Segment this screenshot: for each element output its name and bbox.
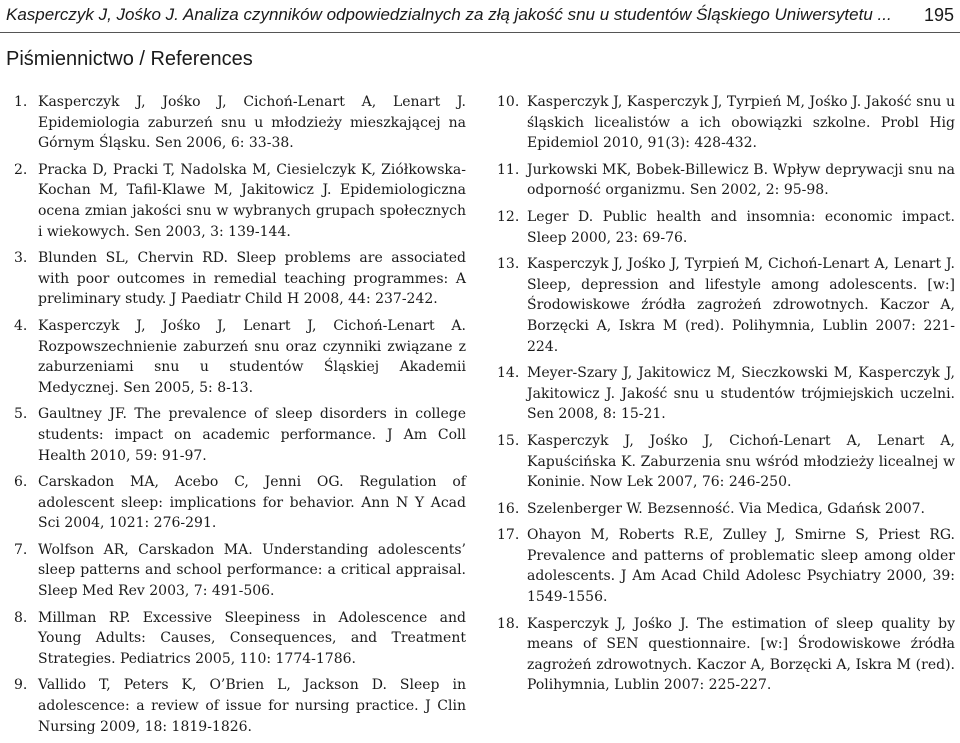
reference-number: 5.	[14, 406, 28, 423]
reference-text: Meyer-Szary J, Jakitowicz M, Sieczkowski M, Kasperczyk J, Jakitowicz J. Jakość snu u studentów trójmiejskich uczelni. Sen 2008, 8: 15-21.	[527, 365, 955, 423]
reference-number: 4.	[14, 317, 28, 334]
page-number: 195	[923, 5, 954, 25]
reference-item	[14, 540, 466, 602]
reference-text: Blunden SL, Chervin RD. Sleep problems are associated with poor outcomes in remedial teaching programmes: A preliminary study. J Paediatr Child H 2008, 44: 237-242.	[38, 250, 466, 308]
header-rule	[0, 32, 960, 33]
reference-number: 1.	[14, 94, 28, 110]
reference-text: Pracka D, Pracki T, Nadolska M, Ciesielczyk K, Ziółkowska-Kochan M, Tafil-Klawe M, Jakitowicz J. Epidemiologiczna ocena zmian jakości snu w wybranych grupach społecznych i wiekowych. Sen 2003, 3: 139-144.	[38, 161, 466, 240]
reference-text: Wolfson AR, Carskadon MA. Understanding adolescents’ sleep patterns and school performance: a critical appraisal. Sleep Med Rev 2003, 7: 491-506.	[38, 541, 466, 600]
reference-text: Kasperczyk J, Jośko J, Tyrpień M, Cichoń-Lenart A, Lenart J. Sleep, depression and lifestyle among adolescents. [w:] Środowiskowe źródła zagrożeń zdrowotnych. Kaczor A, Borzęcki A, Iskra M (red). Polihymnia, Lublin 2007: 221-224.	[527, 256, 955, 355]
reference-item	[497, 254, 955, 357]
reference-text: Kasperczyk J, Jośko J, Cichoń-Lenart A, Lenart A, Kapuścińska K. Zaburzenia snu wśród młodzieży licealnej w Koninie. Now Lek 2007, 76: 246-250.	[527, 432, 955, 491]
reference-text: Jurkowski MK, Bobek-Billewicz B. Wpływ deprywacji snu na odporność organizmu. Sen 2002, 2: 95-98.	[527, 161, 955, 199]
reference-text: Kasperczyk J, Jośko J. The estimation of sleep quality by means of SEN questionnaire. [w:] Środowiskowe źródła zagrożeń zdrowotnych. Kaczor A, Borzęcki A, Iskra M (red). Polihymnia, Lublin 2007: 225-227.	[527, 615, 955, 694]
reference-item	[14, 675, 466, 737]
reference-number: 17.	[497, 527, 520, 544]
reference-item	[497, 499, 955, 520]
references-column-right	[497, 92, 955, 702]
reference-number: 7.	[14, 541, 28, 558]
reference-item	[497, 431, 955, 493]
reference-number: 3.	[14, 250, 28, 267]
reference-text: Kasperczyk J, Jośko J, Cichoń-Lenart A, Lenart J. Epidemiologia zaburzeń snu u młodzieży mieszkającej na Górnym Śląsku. Sen 2006, 6: 33-38.	[38, 94, 466, 152]
reference-number: 13.	[497, 256, 520, 273]
running-header	[6, 4, 958, 30]
reference-number: 2.	[14, 161, 28, 178]
reference-number: 14.	[497, 365, 520, 382]
reference-number: 16.	[497, 500, 520, 517]
reference-item	[497, 363, 955, 425]
reference-text: Kasperczyk J, Jośko J, Lenart J, Cichoń-Lenart A. Rozpowszechnienie zaburzeń snu oraz czynniki związane z zaburzeniami snu u studentów Śląskiej Akademii Medycznej. Sen 2005, 5: 8-13.	[38, 317, 466, 396]
reference-item	[14, 92, 466, 154]
reference-text: Leger D. Public health and insomnia: economic impact. Sleep 2000, 23: 69-76.	[527, 208, 955, 246]
reference-item	[497, 614, 955, 696]
reference-text: Millman RP. Excessive Sleepiness in Adolescence and Young Adults: Causes, Consequences, and Treatment Strategies. Pediatrics 2005, 110: 1774-1786.	[38, 609, 466, 667]
running-title: Kasperczyk J, Jośko J. Analiza czynników odpowiedzialnych za złą jakość snu u studentów Śląskiego Uniwersytetu ...	[6, 5, 892, 24]
reference-text: Carskadon MA, Acebo C, Jenni OG. Regulation of adolescent sleep: implications for behavior. Ann N Y Acad Sci 2004, 1021: 276-291.	[38, 474, 466, 532]
references-column-left	[14, 92, 466, 743]
reference-number: 18.	[497, 615, 520, 632]
reference-item	[497, 160, 955, 201]
reference-number: 15.	[497, 432, 520, 449]
reference-number: 10.	[497, 94, 520, 110]
reference-item	[14, 248, 466, 310]
reference-number: 12.	[497, 208, 520, 225]
reference-number: 11.	[497, 161, 520, 178]
reference-item	[14, 608, 466, 670]
reference-item	[497, 92, 955, 154]
reference-item	[14, 404, 466, 466]
reference-number: 6.	[14, 474, 28, 491]
reference-text: Gaultney JF. The prevalence of sleep disorders in college students: impact on academic performance. J Am Coll Health 2010, 59: 91-97.	[38, 406, 466, 464]
reference-item	[497, 525, 955, 607]
reference-text: Vallido T, Peters K, O’Brien L, Jackson D. Sleep in adolescence: a review of issue for nursing practice. J Clin Nursing 2009, 18: 1819-1826.	[38, 677, 466, 735]
reference-number: 9.	[14, 677, 28, 694]
reference-item	[14, 472, 466, 534]
reference-number: 8.	[14, 609, 28, 626]
reference-item	[14, 316, 466, 398]
reference-item	[14, 160, 466, 242]
reference-item	[497, 207, 955, 248]
reference-text: Szelenberger W. Bezsenność. Via Medica, Gdańsk 2007.	[527, 500, 926, 517]
section-title: Piśmiennictwo / References	[6, 48, 253, 70]
reference-text: Ohayon M, Roberts R.E, Zulley J, Smirne S, Priest RG. Prevalence and patterns of problematic sleep among older adolescents. J Am Acad Child Adolesc Psychiatry 2000, 39: 1549-1556.	[527, 527, 955, 606]
reference-text: Kasperczyk J, Kasperczyk J, Tyrpień M, Jośko J. Jakość snu u śląskich licealistów a ich obowiązki szkolne. Probl Hig Epidemiol 2010, 91(3): 428-432.	[527, 94, 955, 152]
